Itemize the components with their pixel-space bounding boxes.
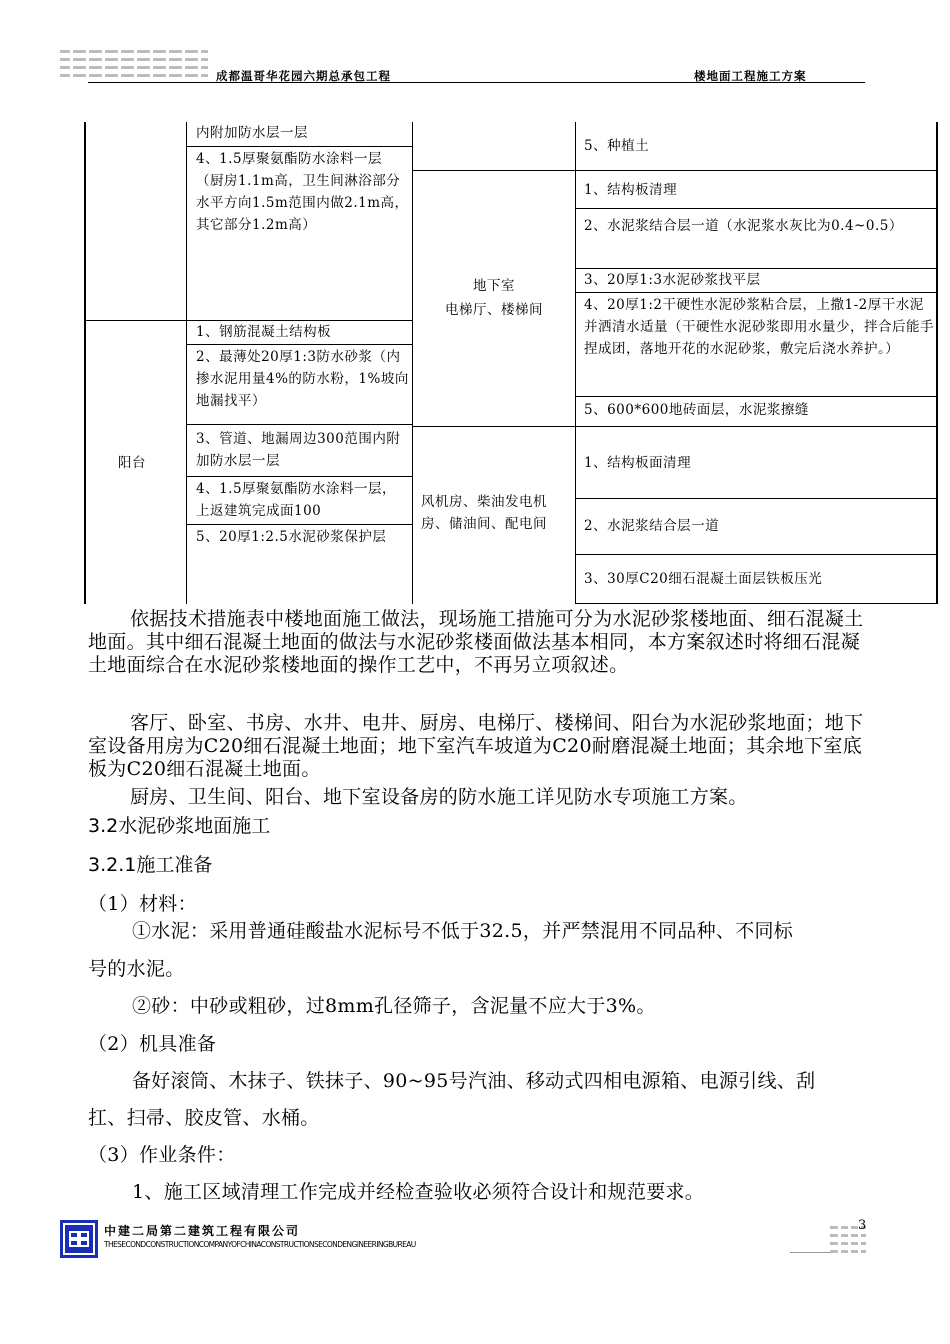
table-cell: 4、1.5厚聚氨酯防水涂料一层（厨房1.1m高，卫生间淋浴部分水平方向1.5m范围内做2.1m高，其它部分1.2m高） bbox=[196, 151, 409, 233]
table-cell: 4、20厚1:2干硬性水泥砂浆粘合层，上撒1-2厚干水泥并洒清水适量（干硬性水泥砂浆即用水量少，拌合后能手捏成团，落地开花的水泥砂浆，敷完后浇水养护。） bbox=[584, 297, 934, 357]
list-item: ①水泥：采用普通硅酸盐水泥标号不低于32.5，并严禁混用不同品种、不同标 bbox=[132, 920, 794, 942]
header-document-title: 楼地面工程施工方案 bbox=[694, 69, 807, 83]
paragraph: 客厅、卧室、书房、水井、电井、厨房、电梯厅、楼梯间、阳台为水泥砂浆地面；地下室设备用房为C20细石混凝土地面；地下室汽车坡道为C20耐磨混凝土地面；其余地下室底板为C20细石混凝土地面。 bbox=[88, 712, 864, 780]
table-cell: 1、钢筋混凝土结构板 bbox=[196, 324, 332, 340]
footer-company-english: THESECONDCONSTRUCTIONCOMPANYOFCHINACONSTRUCTIONSECONDENGINEERINGBUREAU bbox=[104, 1240, 416, 1249]
table-cell: 3、30厚C20细石混凝土面层铁板压光 bbox=[584, 571, 823, 587]
paragraph: 依据技术措施表中楼地面施工做法，现场施工措施可分为水泥砂浆楼地面、细石混凝土地面。其中细石混凝土地面的做法与水泥砂浆楼面做法基本相同，本方案叙述时将细石混凝土地面综合在水泥砂浆楼地面的操作工艺中，不再另立项叙述。 bbox=[88, 608, 864, 676]
footer-company-name: 中建二局第二建筑工程有限公司 bbox=[104, 1224, 301, 1238]
header-project-title: 成都温哥华花园六期总承包工程 bbox=[216, 69, 391, 83]
list-heading: （1）材料： bbox=[88, 893, 197, 915]
list-item-continued: 扛、扫帚、胶皮管、水桶。 bbox=[88, 1107, 320, 1129]
table-room-label: 地下室 电梯厅、楼梯间 bbox=[445, 278, 543, 318]
table-cell: 5、种植土 bbox=[584, 138, 650, 154]
table-cell: 1、结构板面清理 bbox=[584, 455, 692, 471]
table-cell: 3、管道、地漏周边300范围内附加防水层一层 bbox=[196, 431, 401, 469]
subsection-heading: 3.2.1施工准备 bbox=[88, 854, 213, 876]
section-heading: 3.2水泥砂浆地面施工 bbox=[88, 815, 271, 837]
table-cell: 内附加防水层一层 bbox=[196, 125, 308, 141]
list-item-continued: 号的水泥。 bbox=[88, 958, 185, 980]
table-cell: 3、20厚1:3水泥砂浆找平层 bbox=[584, 272, 761, 288]
list-heading: （3）作业条件： bbox=[88, 1144, 236, 1166]
page-number: 3 bbox=[858, 1218, 867, 1233]
construction-method-table bbox=[84, 122, 937, 604]
table-room-label: 阳台 bbox=[118, 455, 146, 471]
table-room-label: 风机房、柴油发电机房、储油间、配电间 bbox=[421, 494, 547, 532]
table-cell: 5、600*600地砖面层，水泥浆擦缝 bbox=[584, 402, 809, 418]
table-cell: 5、20厚1:2.5水泥砂浆保护层 bbox=[196, 529, 387, 545]
list-heading: （2）机具准备 bbox=[88, 1033, 217, 1055]
table-cell: 2、水泥浆结合层一道（水泥浆水灰比为0.4~0.5） bbox=[584, 218, 903, 234]
table-cell: 2、最薄处20厚1:3防水砂浆（内掺水泥用量4%的防水粉，1%坡向地漏找平） bbox=[196, 349, 409, 409]
table-cell: 2、水泥浆结合层一道 bbox=[584, 518, 720, 534]
paragraph: 厨房、卫生间、阳台、地下室设备房的防水施工详见防水专项施工方案。 bbox=[130, 786, 748, 808]
header-decoration bbox=[60, 46, 208, 82]
table-cell: 1、结构板清理 bbox=[584, 182, 678, 198]
list-item: 1、施工区域清理工作完成并经检查验收必须符合设计和规范要求。 bbox=[132, 1181, 705, 1203]
table-cell: 4、1.5厚聚氨酯防水涂料一层，上返建筑完成面100 bbox=[196, 481, 397, 519]
company-logo-icon bbox=[60, 1220, 98, 1258]
list-item: ②砂：中砂或粗砂，过8mm孔径筛子，含泥量不应大于3%。 bbox=[132, 995, 656, 1017]
header-rule bbox=[88, 82, 865, 83]
list-item: 备好滚筒、木抹子、铁抹子、90~95号汽油、移动式四相电源箱、电源引线、刮 bbox=[132, 1070, 816, 1092]
